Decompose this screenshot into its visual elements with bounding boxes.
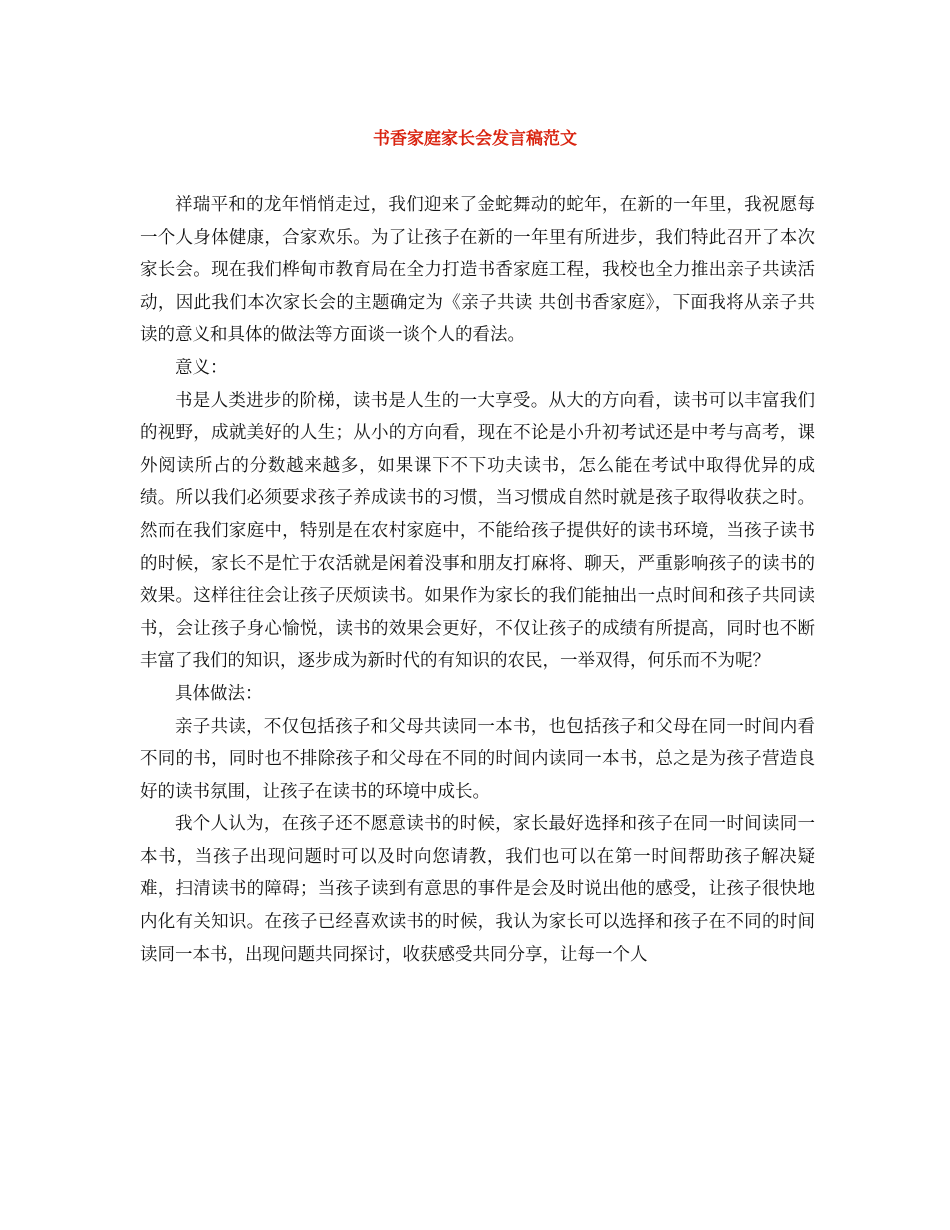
document-body xyxy=(140,189,815,971)
paragraph-method: 亲子共读，不仅包括孩子和父母共读同一本书，也包括孩子和父母在同一时间内看不同的书，同时也不排除孩子和父母在不同的时间内读同一本书，总之是为孩子营造良好的读书氛围，让孩子在读书的环境中成长。 xyxy=(140,716,815,802)
heading-meaning: 意义： xyxy=(175,357,228,378)
paragraph-opinion: 我个人认为，在孩子还不愿意读书的时候，家长最好选择和孩子在同一时间读同一本书，当孩子出现问题时可以及时向您请教，我们也可以在第一时间帮助孩子解决疑难，扫清读书的障碍；当孩子读到有意思的事件是会及时说出他的感受，让孩子很快地内化有关知识。在孩子已经喜欢读书的时候，我认为家长可以选择和孩子在不同的时间读同一本书，出现问题共同探讨，收获感受共同分享，让每一个人 xyxy=(140,814,815,965)
heading-method: 具体做法： xyxy=(175,683,263,704)
paragraph-meaning: 书是人类进步的阶梯，读书是人生的一大享受。从大的方向看，读书可以丰富我们的视野，成就美好的人生；从小的方向看，现在不论是小升初考试还是中考与高考，课外阅读所占的分数越来越多，如果课下不下功夫读书，怎么能在考试中取得优异的成绩。所以我们必须要求孩子养成读书的习惯，当习惯成自然时就是孩子取得收获之时。然而在我们家庭中，特别是在农村家庭中，不能给孩子提供好的读书环境，当孩子读书的时候，家长不是忙于农活就是闲着没事和朋友打麻将、聊天，严重影响孩子的读书的效果。这样往往会让孩子厌烦读书。如果作为家长的我们能抽出一点时间和孩子共同读书，会让孩子身心愉悦，读书的效果会更好，不仅让孩子的成绩有所提高，同时也不断丰富了我们的知识，逐步成为新时代的有知识的农民，一举双得，何乐而不为呢？ xyxy=(140,390,815,672)
paragraph-intro: 祥瑞平和的龙年悄悄走过，我们迎来了金蛇舞动的蛇年，在新的一年里，我祝愿每一个人身体健康，合家欢乐。为了让孩子在新的一年里有所进步，我们特此召开了本次家长会。现在我们桦甸市教育局在全力打造书香家庭工程，我校也全力推出亲子共读活动，因此我们本次家长会的主题确定为《亲子共读 共创书香家庭》，下面我将从亲子共读的意义和具体的做法等方面谈一谈个人的看法。 xyxy=(140,195,815,346)
document-title: 书香家庭家长会发言稿范文 xyxy=(373,129,577,149)
